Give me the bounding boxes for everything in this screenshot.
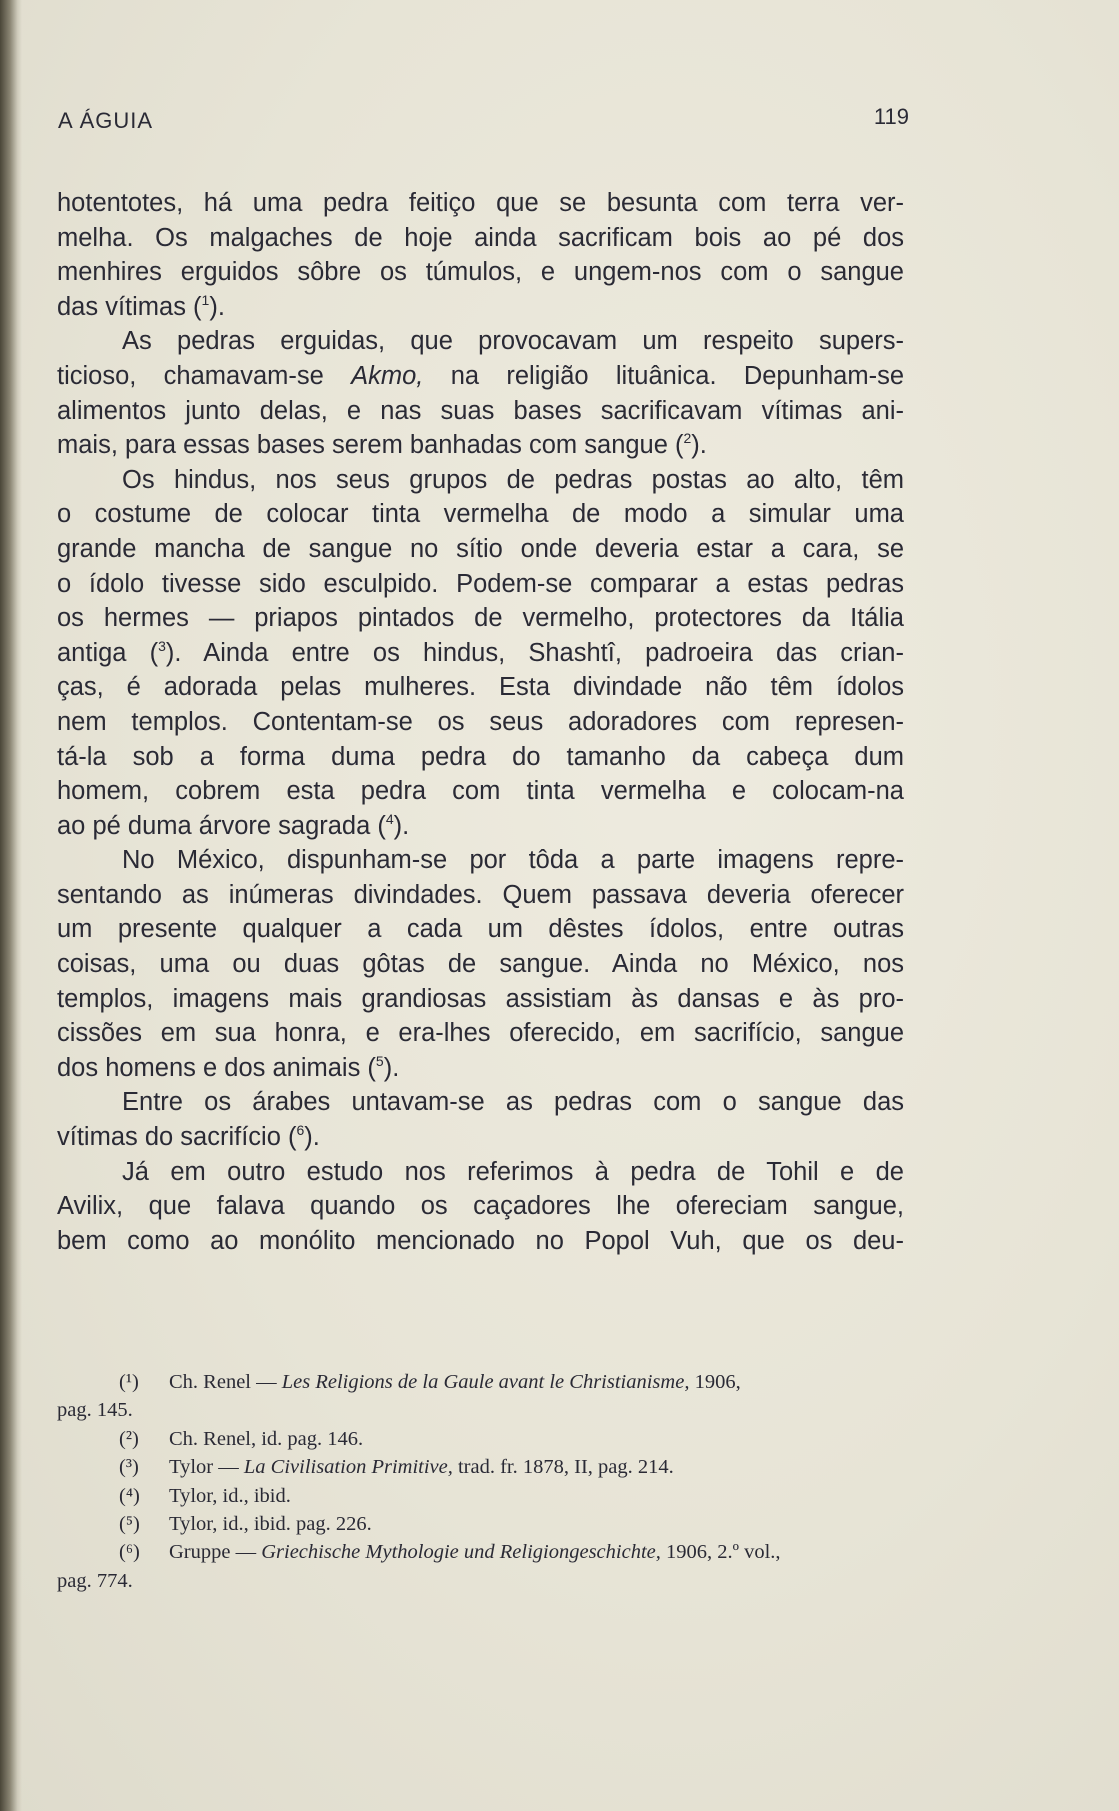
text-line: nem templos. Contentam-se os seus adoradores com represen- [57, 707, 904, 736]
text-line: vítimas do sacrifício ($^6$). [57, 1122, 320, 1152]
text-line: bem como ao monólito mencionado no Popol Vuh, que os deu- [57, 1226, 904, 1255]
italic-term: Akmo, [351, 361, 424, 390]
text-line: das vítimas ($^1$). [57, 291, 225, 321]
text-line: As pedras erguidas, que provocavam um respeito supers- [122, 327, 904, 356]
text-line: mais, para essas bases serem banhadas com sangue ($^2$). [57, 430, 707, 460]
text-line: antiga ($^3$). Ainda entre os hindus, Shashtî, padroeira das crian- [57, 637, 904, 667]
footnote-ref: 5 [375, 1052, 384, 1069]
text-line: hotentotes, há uma pedra feitiço que se besunta com terra ver- [57, 189, 904, 217]
footnote-4: (⁴) Tylor, id., ibid. [57, 1482, 904, 1510]
footnote-ref: 2 [683, 430, 692, 447]
footnote-ref: 4 [385, 810, 394, 827]
footnote-mark: (³) [119, 1456, 139, 1479]
cited-title: La Civilisation Primitive, [243, 1456, 453, 1479]
footnote-mark: (⁵) [119, 1513, 140, 1536]
text-line: dos homens e dos animais ($^5$). [57, 1052, 400, 1082]
text-line: Avilix, que falava quando os caçadores lhe ofereciam sangue, [57, 1192, 904, 1221]
footnote-ref: 3 [158, 637, 166, 654]
text-line: o ídolo tivesse sido esculpido. Podem-se comparar a estas pedras [57, 569, 904, 598]
footnote-6: (⁶) Gruppe — Griechische Mythologie und Religiongeschichte, 1906, 2.º vol., [57, 1538, 904, 1566]
cited-title: Les Religions de la Gaule avant le Christianisme, [281, 1371, 690, 1393]
text-line: ças, é adorada pelas mulheres. Esta divindade não têm ídolos [57, 673, 904, 702]
text-line: o costume de colocar tinta vermelha de modo a simular uma [57, 500, 904, 529]
text-line: templos, imagens mais grandiosas assistiam às dansas e às pro- [57, 984, 904, 1013]
text-line: Entre os árabes untavam-se as pedras com o sangue das [122, 1088, 904, 1117]
text-line: menhires erguidos sôbre os túmulos, e ungem-nos com o sangue [57, 258, 904, 287]
page-header [58, 104, 909, 142]
footnote-ref: 6 [296, 1122, 305, 1139]
footnote-6-continuation: pag. 774. [57, 1569, 133, 1592]
body-text [57, 186, 904, 1258]
footnote-1: (¹) Ch. Renel — Les Religions de la Gaule avant le Christianisme, 1906, [57, 1368, 904, 1396]
running-title: A ÁGUIA [58, 108, 154, 133]
footnote-mark: (²) [119, 1427, 139, 1450]
cited-title: Griechische Mythologie und Religiongeschichte, [261, 1541, 661, 1564]
book-spine-shadow [0, 0, 22, 1811]
text-line: Os hindus, nos seus grupos de pedras postas ao alto, têm [122, 465, 904, 494]
text-line: cissões em sua honra, e era-lhes oferecido, em sacrifício, sangue [57, 1019, 904, 1048]
footnotes [57, 1368, 904, 1595]
text-line: coisas, uma ou duas gôtas de sangue. Ainda no México, nos [57, 950, 904, 979]
footnote-2: (²) Ch. Renel, id. pag. 146. [57, 1425, 904, 1453]
text-line: grande mancha de sangue no sítio onde deveria estar a cara, se [57, 534, 904, 563]
footnote-3: (³) Tylor — La Civilisation Primitive, trad. fr. 1878, II, pag. 214. [57, 1453, 904, 1481]
text-line: Já em outro estudo nos referimos à pedra de Tohil e de [122, 1157, 904, 1186]
text-line: No México, dispunham-se por tôda a parte imagens repre- [122, 846, 904, 875]
text-line: sentando as inúmeras divindades. Quem passava deveria oferecer [57, 880, 904, 909]
text-line: os hermes — priapos pintados de vermelho, protectores da Itália [57, 604, 904, 633]
footnote-mark: (⁴) [119, 1484, 140, 1507]
text-line: homem, cobrem esta pedra com tinta vermelha e colocam-na [57, 777, 904, 806]
text-line: tá-la sob a forma duma pedra do tamanho da cabeça dum [57, 742, 904, 771]
footnote-mark: (⁶) [119, 1541, 140, 1564]
footnote-ref: 1 [201, 291, 210, 308]
page-number: 119 [873, 104, 909, 129]
text-line: alimentos junto delas, e nas suas bases sacrificavam vítimas ani- [57, 396, 904, 425]
footnote-mark: (¹) [119, 1371, 139, 1393]
text-line: ao pé duma árvore sagrada ($^4$). [57, 810, 410, 840]
footnote-5: (⁵) Tylor, id., ibid. pag. 226. [57, 1510, 904, 1538]
footnote-1-continuation: pag. 145. [57, 1399, 133, 1422]
text-line: um presente qualquer a cada um dêstes ídolos, entre outras [57, 915, 904, 944]
text-line: ticioso, chamavam-se Akmo, na religião lituânica. Depunham-se [57, 361, 904, 390]
text-line: melha. Os malgaches de hoje ainda sacrificam bois ao pé dos [57, 223, 904, 252]
